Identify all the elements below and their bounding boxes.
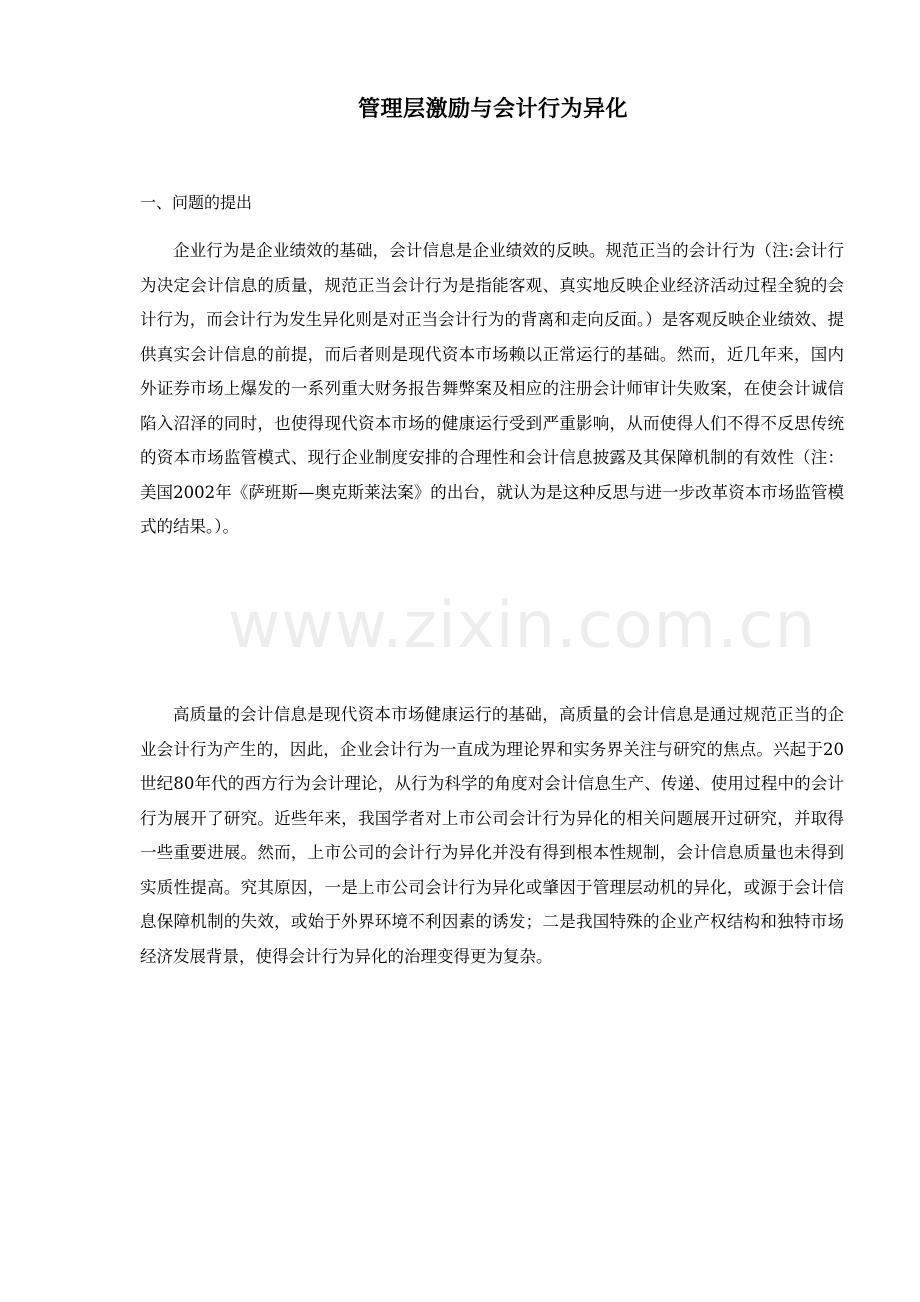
document-title: 管理层激励与会计行为异化 <box>357 96 628 122</box>
watermark: www.zixin.com.cn <box>228 589 817 663</box>
section-heading: 一、问题的提出 <box>140 193 253 212</box>
paragraph-1: 企业行为是企业绩效的基础，会计信息是企业绩效的反映。规范正当的会计行为（注:会计行为决定会计信息的质量，规范正当会计行为是指能客观、真实地反映企业经济活动过程全貌的会计行为，而会计行为发生异化则是对正当会计行为的背离和走向反面。）是客观反映企业绩效、提供真实会计信息的前提，而后者则是现代资本市场赖以正常运行的基础。然而，近几年来，国内外证券市场上爆发的一系列重大财务报告舞弊案及相应的注册会计师审计失败案，在使会计诚信陷入沼泽的同时，也使得现代资本市场的健康运行受到严重影响，从而使得人们不得不反思传统的资本市场监管模式、现行企业制度安排的合理性和会计信息披露及其保障机制的有效性（注：美国2002年《萨班斯—奥克斯莱法案》的出台，就认为是这种反思与进一步改革资本市场监管模式的结果。）。 <box>140 241 844 536</box>
paragraph-2: 高质量的会计信息是现代资本市场健康运行的基础，高质量的会计信息是通过规范正当的企业会计行为产生的，因此，企业会计行为一直成为理论界和实务界关注与研究的焦点。兴起于20世纪80年代的西方行为会计理论，从行为科学的角度对会计信息生产、传递、使用过程中的会计行为展开了研究。近些年来，我国学者对上市公司会计行为异化的相关问题展开过研究，并取得一些重要进展。然而，上市公司的会计行为异化并没有得到根本性规制，会计信息质量也未得到实质性提高。究其原因，一是上市公司会计行为异化或肇因于管理层动机的异化，或源于会计信息保障机制的失效，或始于外界环境不利因素的诱发；二是我国特殊的企业产权结构和独特市场经济发展背景，使得会计行为异化的治理变得更为复杂。 <box>140 705 844 966</box>
